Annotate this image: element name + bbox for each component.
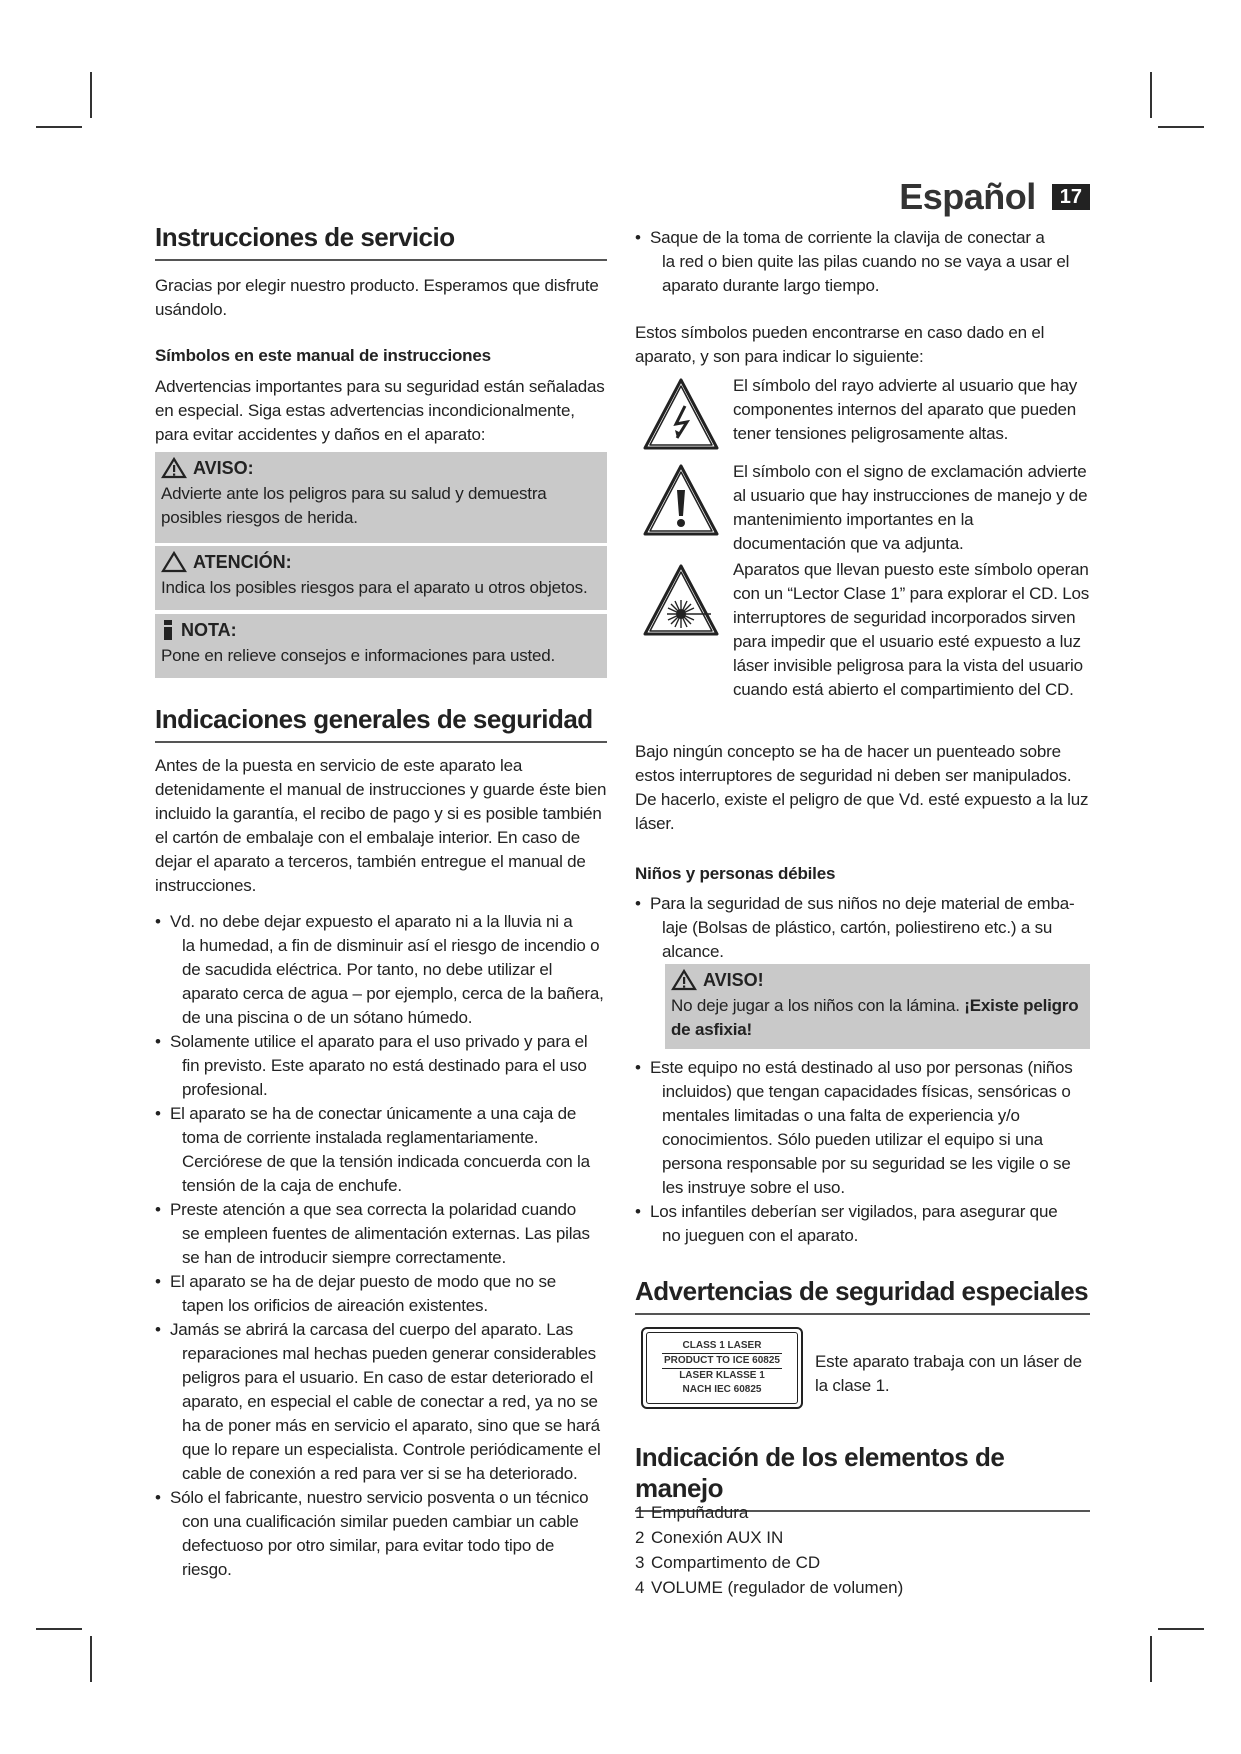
- list-item: • Vd. no debe dejar expuesto el aparato ni a la lluvia ni a la humedad, a fin de disminuir así el riesgo de incendio o de sacudida eléctrica. Por tanto, no debe utilizar el aparato cerca de agua – por ejemplo, cerca de la bañera, de una piscina o de un sótano húmedo.: [155, 912, 604, 1027]
- page-header: [899, 176, 1090, 218]
- box-text: Pone en relieve consejos e informaciones para usted.: [161, 646, 556, 665]
- list-item: • Este equipo no está destinado al uso por personas (niños incluidos) que tengan capacidades físicas, sensóricas o mentales limitadas o una falta de experiencia y/o conocimientos. Sólo pueden utilizar el equipo si una persona responsable por su seguridad se les vigile o se les instruye sobre el uso.: [635, 1058, 1073, 1197]
- list-item: 4 VOLUME (regulador de volumen): [635, 1578, 904, 1597]
- top-bullet-list: [635, 226, 1090, 298]
- list-item: • Preste atención a que sea correcta la polaridad cuando se empleen fuentes de alimentación externas. Las pilas se han de introducir siempre correctamente.: [155, 1200, 590, 1267]
- list-item: • El aparato se ha de conectar únicamente a una caja de toma de corriente instalada reglamentariamente. Cerciórese de que la tensión indicada concuerda con la tensión de la caja de enchufe.: [155, 1104, 590, 1195]
- list-item: • El aparato se ha de dejar puesto de modo que no se tapen los orificios de aireación existentes.: [155, 1272, 557, 1315]
- crop-mark: [1150, 72, 1152, 118]
- box-text: Advierte ante los peligros para su salud y demuestra posibles riesgos de herida.: [161, 484, 547, 527]
- bypass-text: Bajo ningún concepto se ha de hacer un puenteado sobre estos interruptores de seguridad ni deben ser manipulados. De hacerlo, existe el peligro de que Vd. esté expuesto a la luz láser.: [635, 742, 1089, 833]
- laser-text: Este aparato trabaja con un láser de la clase 1.: [815, 1352, 1082, 1395]
- controls-list: [635, 1500, 903, 1600]
- box-heading: ATENCIÓN:: [193, 552, 292, 572]
- crop-mark: [90, 72, 92, 118]
- info-icon: [161, 619, 175, 641]
- symbol-laser: [641, 562, 1090, 702]
- box-heading: AVISO:: [193, 458, 254, 478]
- list-item: 1 Empuñadura: [635, 1503, 749, 1522]
- lightning-warning-icon: [641, 376, 721, 456]
- crop-mark: [1158, 126, 1204, 128]
- caution-triangle-icon: [161, 551, 187, 573]
- laser-class-label: [641, 1327, 803, 1409]
- warning-emphasis: ¡Existe peligro de asfixia!: [671, 996, 1079, 1039]
- list-item: 3 Compartimento de CD: [635, 1553, 821, 1572]
- language-label: Español: [899, 176, 1036, 217]
- section-title-special: Advertencias de seguridad especiales: [635, 1276, 1090, 1315]
- symbol-lightning: [641, 376, 1090, 456]
- list-item: • Saque de la toma de corriente la clavija de conectar a la red o bien quite las pilas cuando no se vaya a usar el aparato durante largo tiempo.: [635, 228, 1070, 295]
- crop-mark: [1158, 1628, 1204, 1630]
- list-item: • Solamente utilice el aparato para el uso privado y para el fin previsto. Este aparato no está destinado para el uso profesional.: [155, 1032, 588, 1099]
- list-item: • Para la seguridad de sus niños no deje material de emba- laje (Bolsas de plástico, cartón, poliestireno etc.) a su alcance.: [635, 894, 1075, 961]
- symbol-exclamation: [641, 462, 1090, 556]
- children-heading: Niños y personas débiles: [635, 864, 836, 883]
- list-item: 2 Conexión AUX IN: [635, 1528, 784, 1547]
- symbol-text: Aparatos que llevan puesto este símbolo operan con un “Lector Clase 1” para explorar el CD. Los interruptores de seguridad incorporados sirven para impedir que el usuario esté expuesto a luz láser invisible peligrosa para la vista del usuario cuando está abierto el compartimiento del CD.: [733, 560, 1090, 699]
- laser-label-line: PRODUCT TO ICE 60825: [662, 1353, 782, 1369]
- warning-triangle-icon: [671, 969, 697, 991]
- list-item: • Jamás se abrirá la carcasa del cuerpo del aparato. Las reparaciones mal hechas pueden generar considerables peligros para el usuario. En caso de estar deteriorado el aparato, en especial el cable de conectar a red, ya no se ha de poner más en servicio el aparato, sino que se hará que lo repare un especialista. Controle periódicamente el cable de conexión a red para ver si se ha deteriorado.: [155, 1320, 601, 1483]
- symbols-intro: Estos símbolos pueden encontrarse en caso dado en el aparato, y son para indicar lo siguiente:: [635, 323, 1045, 366]
- list-item: • Sólo el fabricante, nuestro servicio posventa o un técnico con una cualificación similar pueden cambiar un cable defectuoso por otro similar, para evitar todo tipo de riesgo.: [155, 1488, 589, 1579]
- symbols-text: Advertencias importantes para su seguridad están señaladas en especial. Siga estas advertencias incondicionalmente, para evitar accidentes y daños en el aparato:: [155, 377, 605, 444]
- warning-box-atencion: [155, 546, 607, 610]
- symbols-heading: Símbolos en este manual de instrucciones: [155, 346, 491, 365]
- box-heading: NOTA:: [181, 620, 237, 640]
- safety-intro: Antes de la puesta en servicio de este aparato lea detenidamente el manual de instrucciones y guarde éste bien incluido la garantía, el recibo de pago y si es posible también el cartón de embalaje con el embalaje interior. En caso de dejar el aparato a terceros, también entregue el manual de instrucciones.: [155, 756, 607, 895]
- warning-box-aviso: [155, 452, 607, 543]
- section-title-instructions: Instrucciones de servicio: [155, 222, 607, 261]
- intro-text: Gracias por elegir nuestro producto. Esperamos que disfrute usándolo.: [155, 276, 599, 319]
- crop-mark: [90, 1636, 92, 1682]
- children-bullet-list-1: [635, 892, 1090, 964]
- note-box-nota: [155, 614, 607, 678]
- box-text: No deje jugar a los niños con la lámina. ¡Existe peligro de asfixia!: [671, 996, 1079, 1039]
- page-number: 17: [1052, 184, 1090, 210]
- section-title-safety: Indicaciones generales de seguridad: [155, 704, 607, 743]
- children-bullet-list-2: [635, 1056, 1090, 1248]
- crop-mark: [36, 1628, 82, 1630]
- laser-label-line: NACH IEC 60825: [682, 1384, 762, 1395]
- crop-mark: [1150, 1636, 1152, 1682]
- symbol-text: El símbolo del rayo advierte al usuario que hay componentes internos del aparato que pueden tener tensiones peligrosamente altas.: [733, 376, 1078, 443]
- laser-warning-icon: [641, 562, 721, 642]
- crop-mark: [36, 126, 82, 128]
- warning-triangle-icon: [161, 457, 187, 479]
- section-title-controls: Indicación de los elementos de manejo: [635, 1442, 1090, 1512]
- laser-label-line: LASER KLASSE 1: [679, 1370, 765, 1381]
- laser-label-line: CLASS 1 LASER: [682, 1340, 762, 1351]
- exclamation-warning-icon: [641, 462, 721, 542]
- list-item: • Los infantiles deberían ser vigilados, para asegurar que no jueguen con el aparato.: [635, 1202, 1058, 1245]
- box-heading: AVISO!: [703, 970, 764, 990]
- safety-bullet-list: [155, 910, 607, 1582]
- children-warning-box: [665, 964, 1090, 1049]
- box-text: Indica los posibles riesgos para el aparato u otros objetos.: [161, 578, 588, 597]
- symbol-text: El símbolo con el signo de exclamación advierte al usuario que hay instrucciones de manejo y de mantenimiento importantes en la documentación que va adjunta.: [733, 462, 1088, 553]
